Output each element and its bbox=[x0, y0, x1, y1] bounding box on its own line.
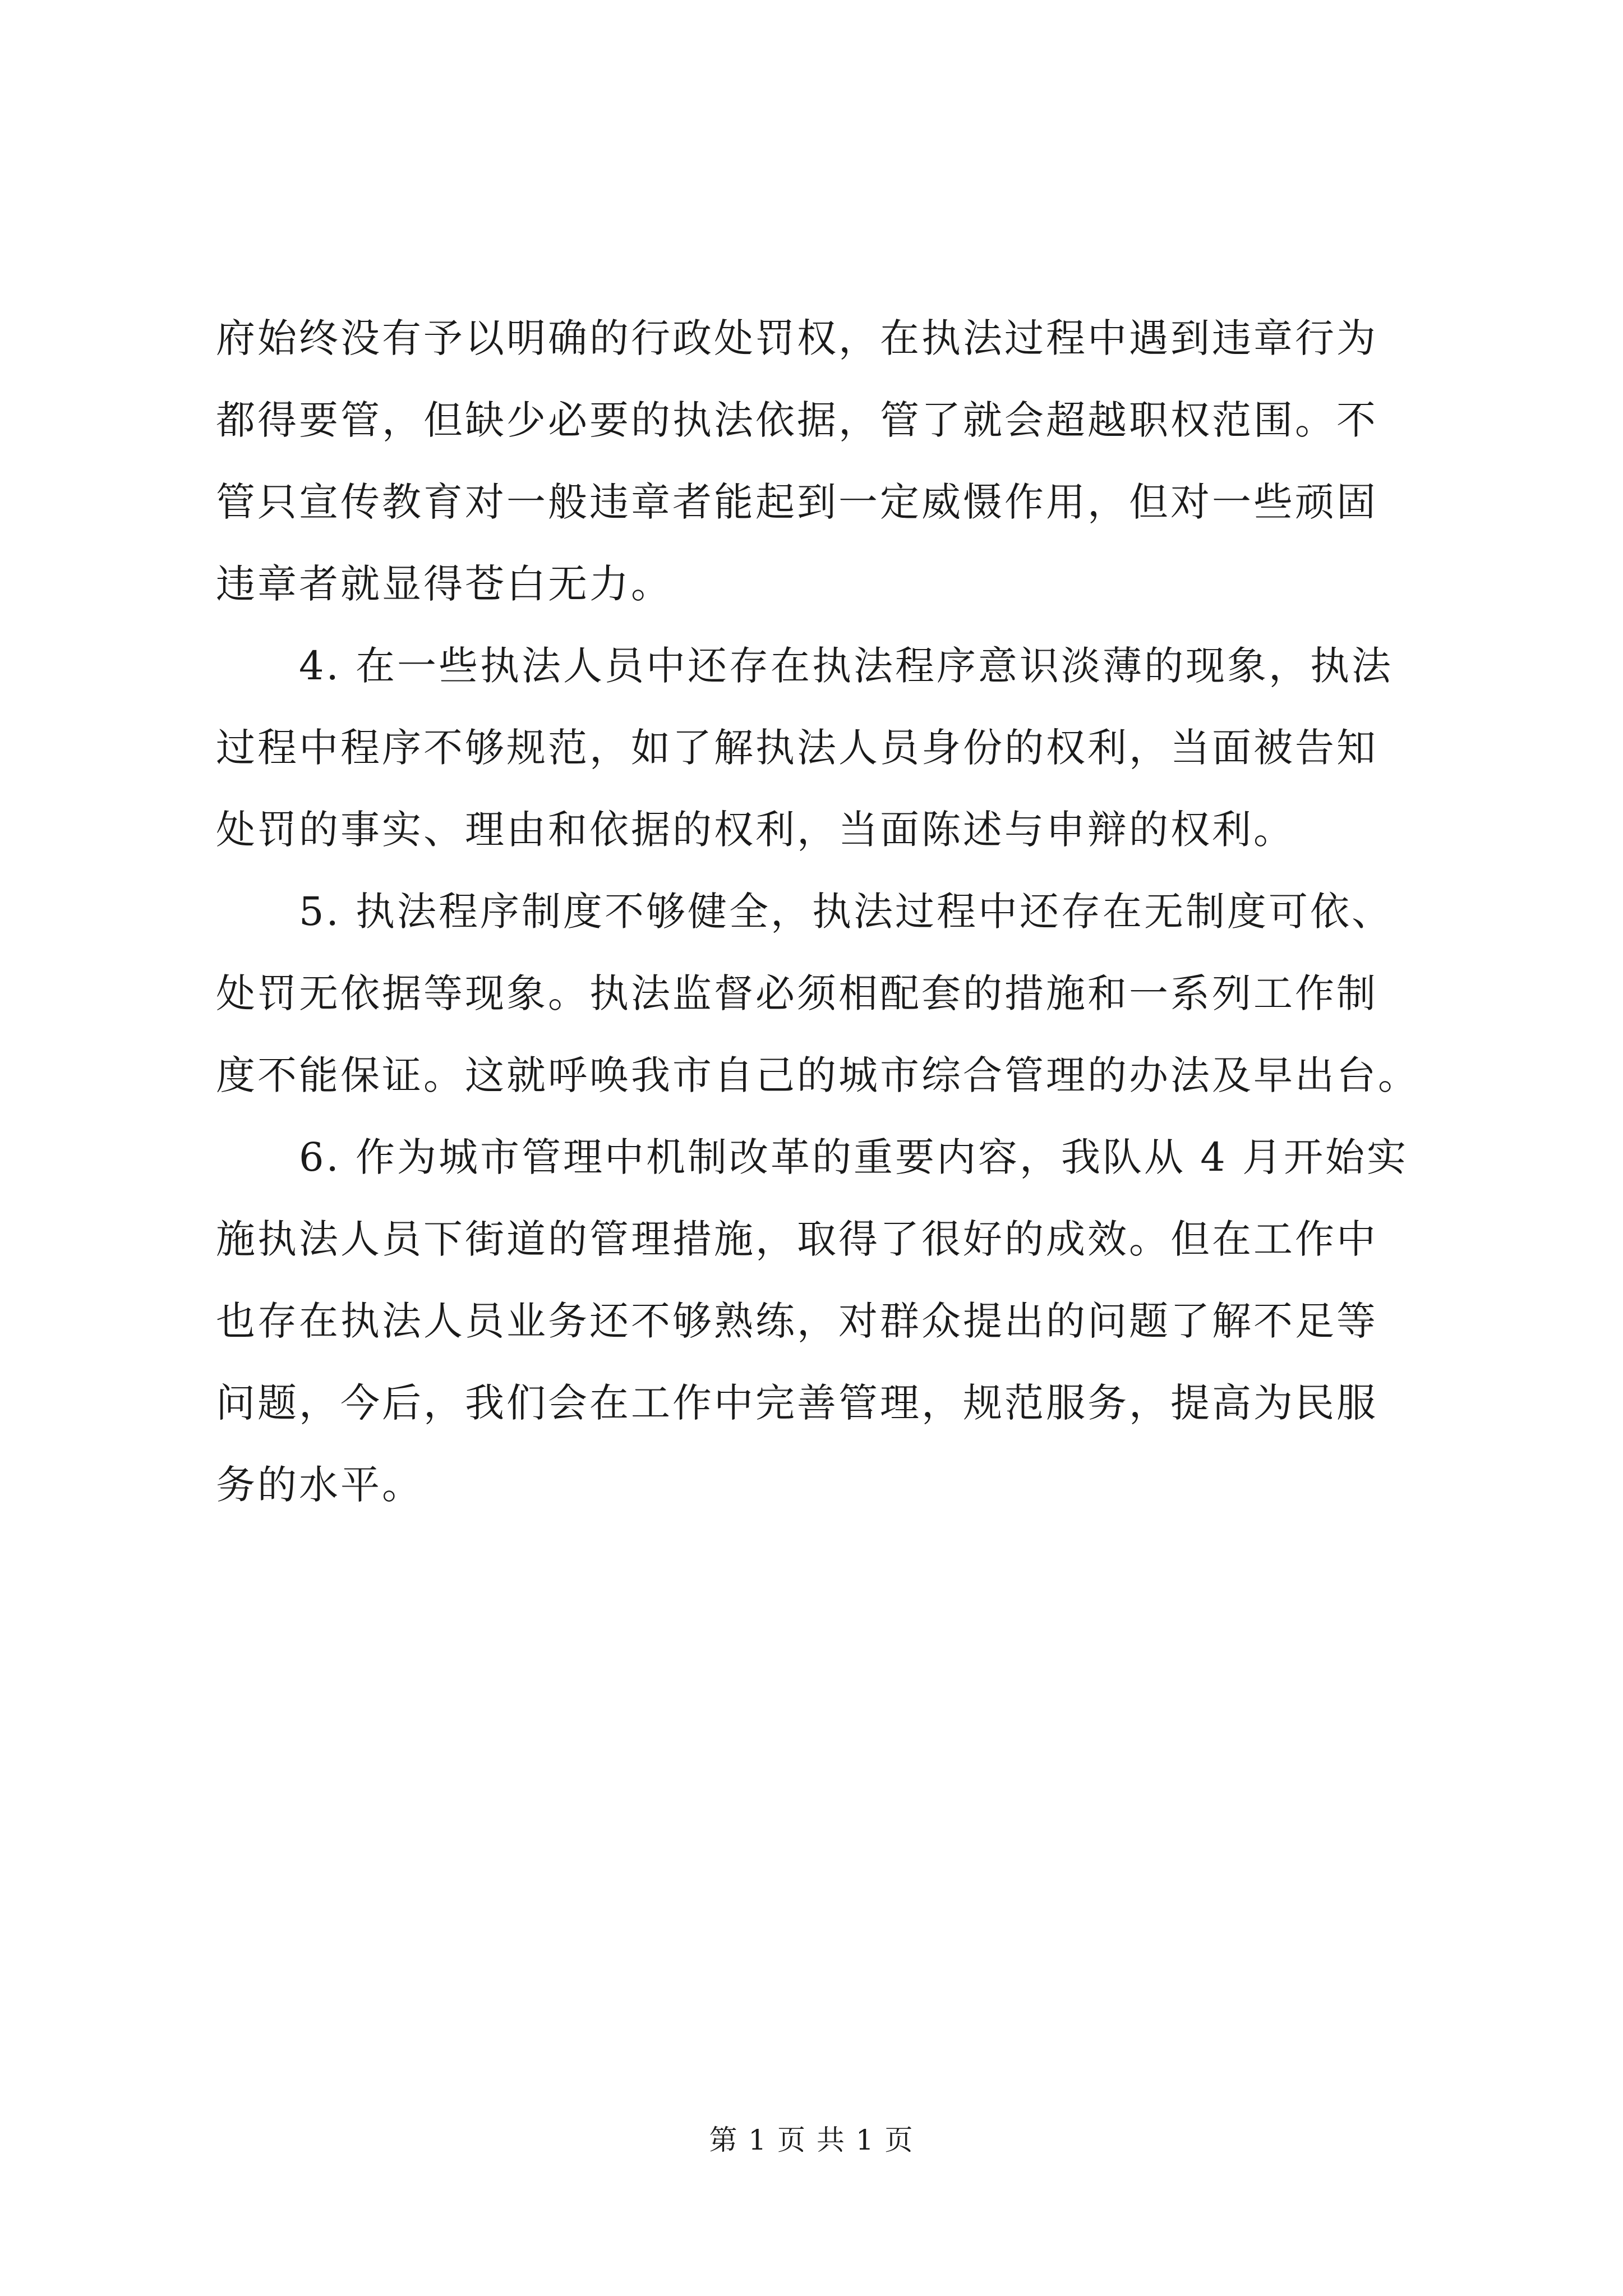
text-line: 处罚的事实、理由和依据的权利，当面陈述与申辩的权利。 bbox=[216, 807, 1295, 853]
document-body bbox=[216, 297, 1419, 1526]
text-line: 府始终没有予以明确的行政处罚权，在执法过程中遇到违章行为 bbox=[216, 315, 1378, 361]
page-number-footer: 第 1 页 共 1 页 bbox=[709, 2124, 914, 2156]
paragraph-5-first-line: 5. 执法程序制度不够健全，执法过程中还存在无制度可依、 bbox=[299, 889, 1394, 935]
text-line: 都得要管，但缺少必要的执法依据，管了就会超越职权范围。不 bbox=[216, 397, 1378, 443]
paragraph-4-first-line: 4. 在一些执法人员中还存在执法程序意识淡薄的现象，执法 bbox=[299, 643, 1394, 689]
text-line: 问题，今后，我们会在工作中完善管理，规范服务，提高为民服 bbox=[216, 1380, 1378, 1426]
text-line: 违章者就显得苍白无力。 bbox=[216, 561, 672, 607]
text-line: 度不能保证。这就呼唤我市自己的城市综合管理的办法及早出台。 bbox=[216, 1052, 1419, 1098]
text-line: 也存在执法人员业务还不够熟练，对群众提出的问题了解不足等 bbox=[216, 1298, 1378, 1344]
text-line: 施执法人员下街道的管理措施，取得了很好的成效。但在工作中 bbox=[216, 1216, 1378, 1262]
text-line: 管只宣传教育对一般违章者能起到一定威慑作用，但对一些顽固 bbox=[216, 479, 1378, 525]
paragraph-6-first-line: 6. 作为城市管理中机制改革的重要内容，我队从 4 月开始实 bbox=[299, 1134, 1409, 1180]
text-line: 处罚无依据等现象。执法监督必须相配套的措施和一系列工作制 bbox=[216, 970, 1378, 1016]
text-line: 过程中程序不够规范，如了解执法人员身份的权利，当面被告知 bbox=[216, 725, 1378, 771]
text-line: 务的水平。 bbox=[216, 1462, 423, 1508]
